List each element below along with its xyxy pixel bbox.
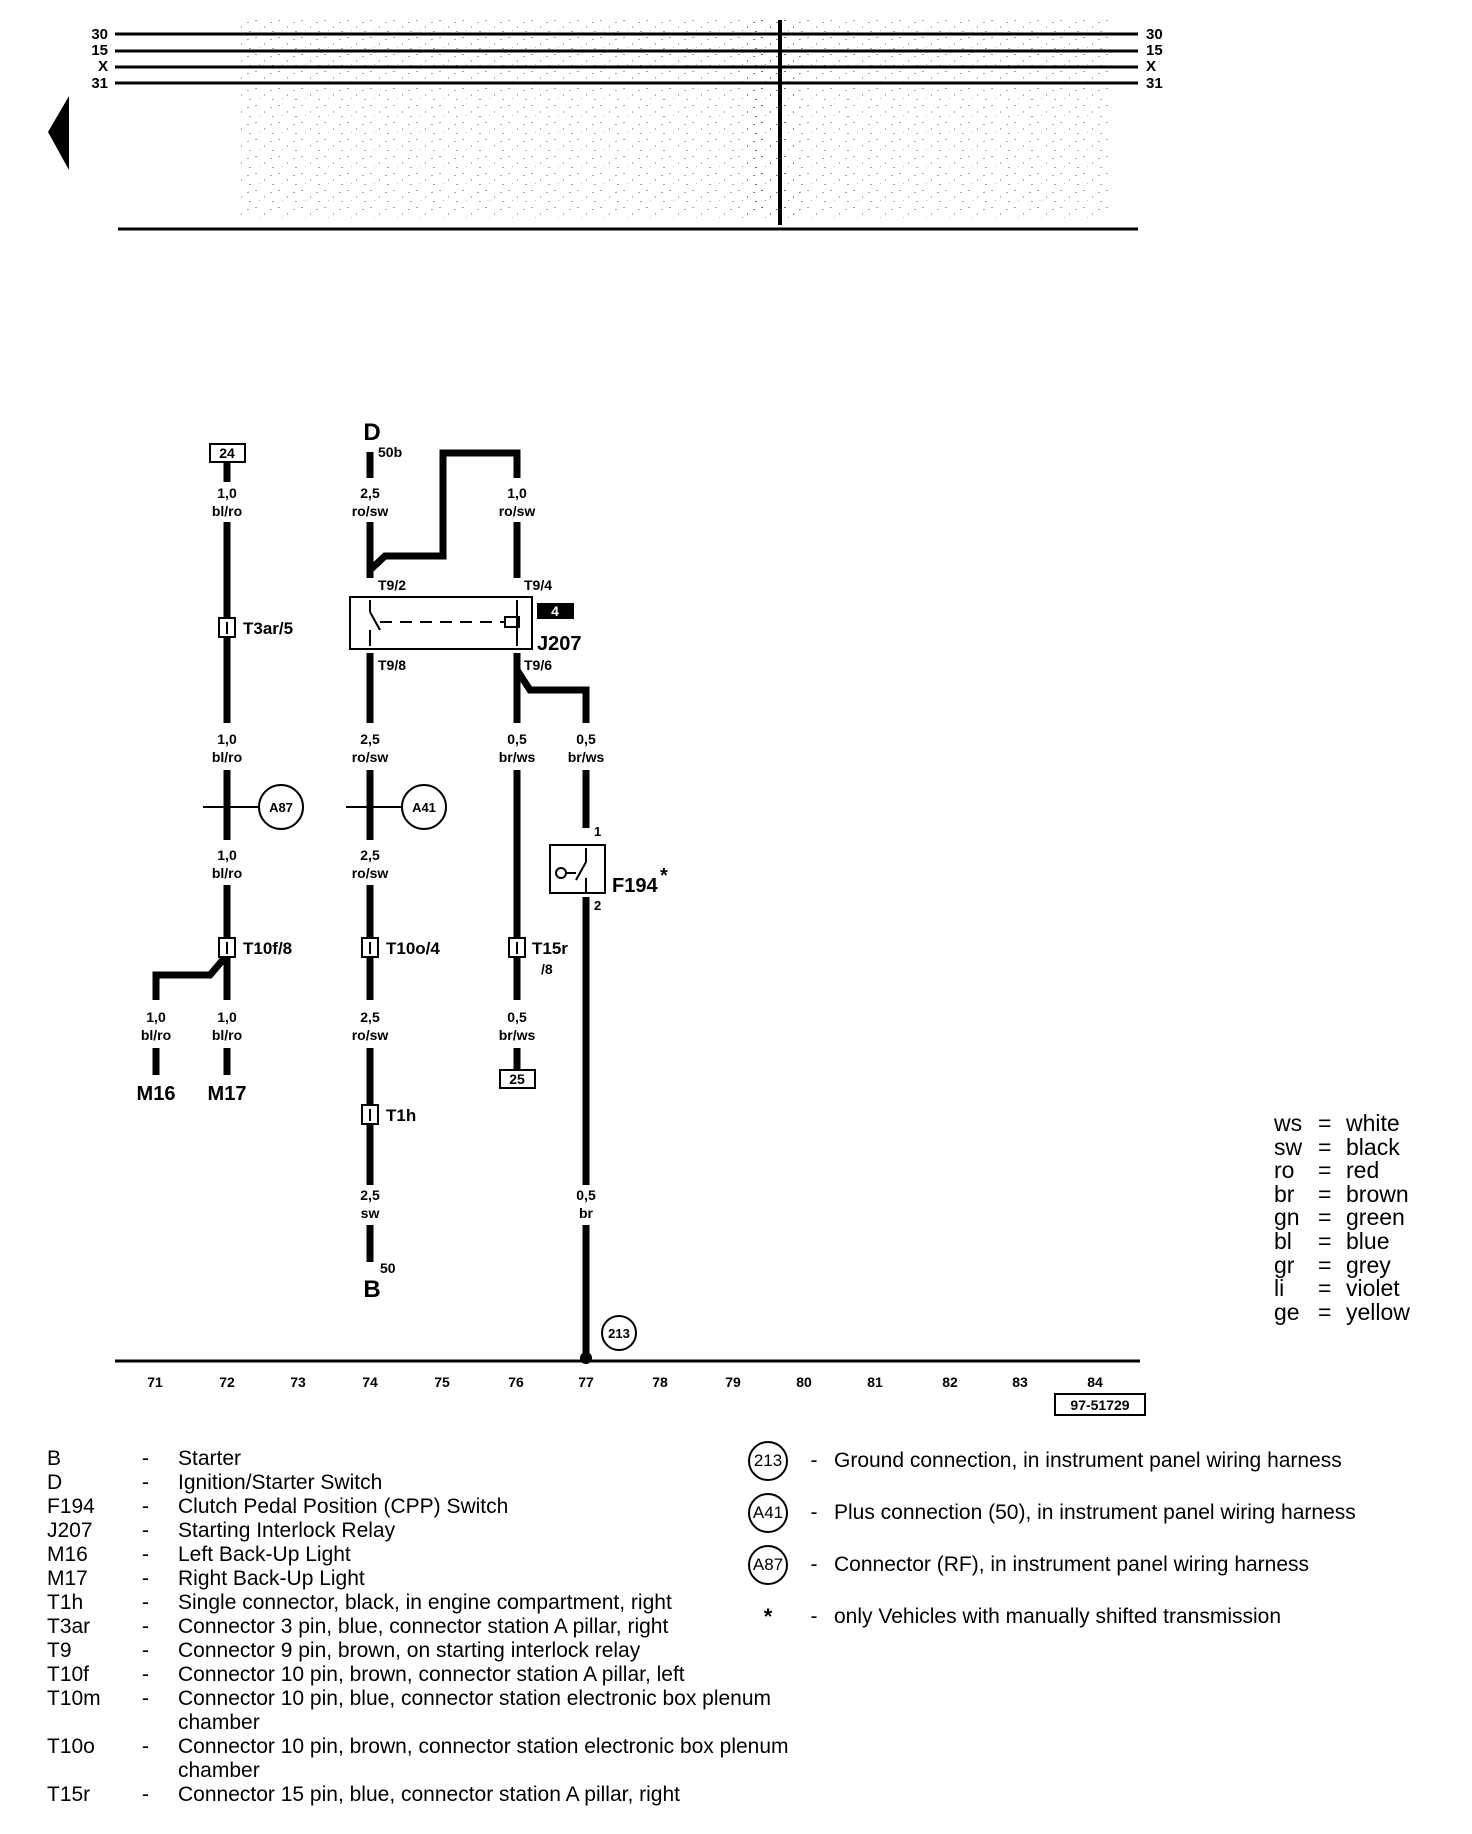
connection-desc: Connector (RF), in instrument panel wiring harness bbox=[834, 1553, 1310, 1576]
track-72-circuit bbox=[141, 444, 260, 1075]
legend-code: M16 bbox=[47, 1543, 88, 1566]
legend-row bbox=[47, 1783, 798, 1807]
legend-desc: Left Back-Up Light bbox=[178, 1543, 351, 1566]
equals-sign: = bbox=[1318, 1157, 1332, 1184]
a41-connection bbox=[402, 785, 446, 829]
legend-dash: - bbox=[142, 1687, 149, 1710]
legend-dash: - bbox=[142, 1783, 149, 1806]
wire-size-label: 0,5 bbox=[576, 731, 596, 747]
wire-size-label: 2,5 bbox=[360, 1187, 380, 1203]
b-pin-50: 50 bbox=[380, 1260, 396, 1276]
j207-relay bbox=[350, 597, 582, 655]
wire-segment bbox=[370, 453, 517, 570]
legend-desc: Single connector, black, in engine compartment, right bbox=[178, 1591, 672, 1614]
f194-clutch-switch bbox=[550, 824, 668, 913]
wire-size-label: 2,5 bbox=[360, 1009, 380, 1025]
connection-symbol bbox=[742, 1543, 794, 1587]
legend-dash: - bbox=[142, 1639, 149, 1662]
bus-label-30-left: 30 bbox=[91, 26, 108, 43]
wire-size-label: 1,0 bbox=[507, 485, 527, 501]
ref-box-24-label: 24 bbox=[219, 445, 235, 461]
equals-sign: = bbox=[1318, 1251, 1332, 1278]
legend-dash: - bbox=[810, 1449, 818, 1472]
track-number: 79 bbox=[725, 1374, 741, 1390]
ground-213 bbox=[602, 1316, 636, 1350]
legend-code: T15r bbox=[47, 1783, 91, 1806]
track-74-circuit bbox=[346, 419, 552, 1303]
legend-code: T10m bbox=[47, 1687, 101, 1710]
scan-noise-band bbox=[740, 18, 800, 218]
legend-row bbox=[47, 1615, 798, 1639]
component-legend bbox=[47, 1447, 798, 1807]
wire-size-label: 2,5 bbox=[360, 731, 380, 747]
wire-size-label: 1,0 bbox=[146, 1009, 166, 1025]
connection-legend-row bbox=[742, 1591, 1356, 1643]
color-abbr: ws bbox=[1274, 1110, 1303, 1136]
track-number: 83 bbox=[1012, 1374, 1028, 1390]
legend-dash: - bbox=[142, 1519, 149, 1542]
legend-row bbox=[47, 1735, 798, 1783]
color-abbr: br bbox=[1274, 1180, 1295, 1207]
color-legend-row bbox=[1274, 1277, 1410, 1301]
switch-actuator bbox=[556, 868, 566, 878]
wire-color-label: br bbox=[579, 1205, 593, 1221]
legend-dash: - bbox=[810, 1553, 818, 1576]
legend-dash: - bbox=[142, 1471, 149, 1494]
equals-sign: = bbox=[1318, 1180, 1332, 1207]
legend-desc: Right Back-Up Light bbox=[178, 1567, 365, 1590]
legend-code: T10o bbox=[47, 1735, 95, 1758]
a87-label: A87 bbox=[269, 800, 293, 815]
color-name: grey bbox=[1346, 1251, 1391, 1278]
a87-connection bbox=[259, 785, 303, 829]
color-abbr: ge bbox=[1274, 1298, 1300, 1325]
t10f-label: T10f/8 bbox=[243, 939, 293, 958]
ground-bus bbox=[115, 1361, 1145, 1415]
connection-legend bbox=[742, 1435, 1356, 1643]
equals-sign: = bbox=[1318, 1204, 1332, 1231]
color-abbr: bl bbox=[1274, 1227, 1292, 1254]
legend-dash: - bbox=[142, 1735, 149, 1758]
equals-sign: = bbox=[1318, 1275, 1332, 1302]
t3ar-label: T3ar/5 bbox=[243, 619, 294, 638]
t9-4-label: T9/4 bbox=[524, 577, 553, 593]
f194-pin-2: 2 bbox=[594, 898, 602, 913]
color-abbr: li bbox=[1274, 1275, 1285, 1302]
track-number: 76 bbox=[508, 1374, 524, 1390]
color-legend-row bbox=[1274, 1206, 1410, 1230]
f194-star: * bbox=[660, 865, 668, 887]
color-legend-row bbox=[1274, 1159, 1410, 1183]
t1h-connector bbox=[362, 1105, 416, 1125]
f194-pin-1: 1 bbox=[594, 824, 602, 839]
connection-legend-row bbox=[742, 1487, 1356, 1539]
legend-row bbox=[47, 1639, 798, 1663]
wire-size-label: 0,5 bbox=[507, 731, 527, 747]
color-abbr: ro bbox=[1274, 1157, 1295, 1184]
wire-color-label: br/ws bbox=[498, 749, 536, 765]
connection-symbol bbox=[742, 1439, 794, 1483]
track-number: 73 bbox=[290, 1374, 306, 1390]
legend-row bbox=[47, 1591, 798, 1615]
track-number: 74 bbox=[362, 1374, 378, 1390]
equals-sign: = bbox=[1318, 1110, 1332, 1136]
wire-color-label: bl/ro bbox=[211, 865, 243, 881]
wire-size-label: 0,5 bbox=[576, 1187, 596, 1203]
scan-noise bbox=[240, 18, 1110, 218]
wire-segment bbox=[156, 955, 227, 1000]
wire-color-legend bbox=[1274, 1112, 1410, 1324]
power-bus-area bbox=[48, 18, 1163, 229]
legend-row bbox=[47, 1567, 798, 1591]
legend-code: T1h bbox=[47, 1591, 84, 1614]
legend-dash: - bbox=[142, 1495, 149, 1518]
d-ignition-switch-label: D bbox=[363, 419, 381, 446]
bus-label-x-left: X bbox=[97, 58, 108, 75]
legend-desc: Connector 10 pin, brown, connector station A pillar, left bbox=[178, 1663, 685, 1686]
wire-color-label: bl/ro bbox=[211, 749, 243, 765]
bus-label-15-left: 15 bbox=[91, 42, 108, 59]
track-number: 71 bbox=[147, 1374, 163, 1390]
legend-desc: Connector 10 pin, brown, connector station electronic box plenum chamber bbox=[178, 1735, 789, 1782]
t9-8-label: T9/8 bbox=[378, 657, 407, 673]
wire-color-label: sw bbox=[360, 1205, 380, 1221]
legend-dash: - bbox=[142, 1567, 149, 1590]
color-legend-row bbox=[1274, 1298, 1410, 1325]
legend-dash: - bbox=[142, 1543, 149, 1566]
wire-size-label: 2,5 bbox=[360, 847, 380, 863]
d-pin-50b: 50b bbox=[378, 444, 403, 460]
t3ar-connector bbox=[219, 618, 293, 638]
track-76-77-circuit bbox=[499, 653, 605, 1364]
color-legend-row bbox=[1274, 1180, 1410, 1207]
wire-color-label: br/ws bbox=[498, 1027, 536, 1043]
legend-desc: Starter bbox=[178, 1447, 242, 1470]
legend-desc: Connector 10 pin, blue, connector station electronic box plenum chamber bbox=[178, 1687, 772, 1734]
legend-row bbox=[47, 1687, 798, 1735]
t10o-label: T10o/4 bbox=[386, 939, 440, 958]
circle-symbol: A41 bbox=[748, 1493, 788, 1533]
color-legend-row bbox=[1274, 1251, 1410, 1278]
ground-213-label: 213 bbox=[608, 1326, 630, 1341]
ref-box-4-label: 4 bbox=[551, 603, 559, 619]
legend-code: T3ar bbox=[47, 1615, 91, 1638]
b-starter-label: B bbox=[363, 1276, 381, 1303]
legend-dash: - bbox=[142, 1663, 149, 1686]
color-name: white bbox=[1346, 1110, 1400, 1136]
wire-size-label: 1,0 bbox=[217, 1009, 237, 1025]
wire-color-label: ro/sw bbox=[351, 1027, 389, 1043]
legend-code: F194 bbox=[47, 1495, 95, 1518]
color-name: green bbox=[1346, 1204, 1405, 1231]
connection-legend-row bbox=[742, 1539, 1356, 1591]
wire-color-label: bl/ro bbox=[140, 1027, 172, 1043]
m17-label: M17 bbox=[207, 1083, 247, 1105]
t15r-pin-label: /8 bbox=[541, 961, 553, 977]
wire-size-label: 0,5 bbox=[507, 1009, 527, 1025]
wire-size-label: 1,0 bbox=[217, 485, 237, 501]
asterisk-symbol: * bbox=[763, 1604, 773, 1629]
bus-label-31-left: 31 bbox=[91, 75, 108, 92]
connection-desc: Plus connection (50), in instrument panel wiring harness bbox=[834, 1501, 1356, 1524]
circle-symbol: 213 bbox=[748, 1441, 788, 1481]
wire-color-label: bl/ro bbox=[211, 1027, 243, 1043]
legend-dash: - bbox=[142, 1591, 149, 1614]
color-abbr: gr bbox=[1274, 1251, 1295, 1278]
t15r-label: T15r bbox=[532, 939, 568, 958]
track-number: 72 bbox=[219, 1374, 235, 1390]
wire-size-label: 2,5 bbox=[360, 485, 380, 501]
ref-box-25-label: 25 bbox=[509, 1071, 525, 1087]
legend-dash: - bbox=[142, 1615, 149, 1638]
legend-code: B bbox=[47, 1447, 62, 1470]
bus-label-30-right: 30 bbox=[1146, 26, 1163, 43]
t10o-connector bbox=[362, 938, 440, 958]
connection-desc: Ground connection, in instrument panel wiring harness bbox=[834, 1449, 1342, 1472]
bus-label-15-right: 15 bbox=[1146, 42, 1163, 59]
legend-row bbox=[47, 1519, 798, 1543]
a41-label: A41 bbox=[412, 800, 436, 815]
track-number: 77 bbox=[578, 1374, 594, 1390]
f194-label: F194 bbox=[612, 875, 658, 897]
bus-label-x-right: X bbox=[1146, 58, 1157, 75]
equals-sign: = bbox=[1318, 1227, 1332, 1254]
color-legend-row bbox=[1274, 1112, 1410, 1136]
wire-color-label: ro/sw bbox=[351, 865, 389, 881]
track-number: 82 bbox=[942, 1374, 958, 1390]
legend-code: J207 bbox=[47, 1519, 93, 1542]
wire-color-label: ro/sw bbox=[351, 503, 389, 519]
figure-id: 97-51729 bbox=[1070, 1397, 1130, 1413]
legend-desc: Clutch Pedal Position (CPP) Switch bbox=[178, 1495, 509, 1518]
legend-row bbox=[47, 1471, 798, 1495]
connection-legend-row bbox=[742, 1435, 1356, 1487]
color-legend-row bbox=[1274, 1133, 1410, 1160]
wire-color-label: ro/sw bbox=[498, 503, 536, 519]
color-legend-row bbox=[1274, 1227, 1410, 1254]
track-number: 81 bbox=[867, 1374, 883, 1390]
equals-sign: = bbox=[1318, 1298, 1332, 1325]
track-number: 78 bbox=[652, 1374, 668, 1390]
equals-sign: = bbox=[1318, 1133, 1332, 1160]
legend-code: M17 bbox=[47, 1567, 88, 1590]
color-name: black bbox=[1346, 1133, 1400, 1160]
track-number: 75 bbox=[434, 1374, 450, 1390]
j207-label: J207 bbox=[537, 633, 582, 655]
color-abbr: sw bbox=[1274, 1133, 1303, 1160]
legend-dash: - bbox=[810, 1501, 818, 1524]
wire-segment bbox=[517, 670, 586, 723]
color-name: yellow bbox=[1346, 1298, 1410, 1325]
track-number: 84 bbox=[1087, 1374, 1103, 1390]
color-name: brown bbox=[1346, 1180, 1409, 1207]
legend-desc: Ignition/Starter Switch bbox=[178, 1471, 383, 1494]
wire-color-label: ro/sw bbox=[351, 749, 389, 765]
legend-code: D bbox=[47, 1471, 63, 1494]
bus-label-31-right: 31 bbox=[1146, 75, 1163, 92]
legend-row bbox=[47, 1663, 798, 1687]
previous-page-arrow-icon[interactable] bbox=[48, 96, 69, 170]
legend-desc: Connector 15 pin, blue, connector station A pillar, right bbox=[178, 1783, 680, 1806]
t9-2-label: T9/2 bbox=[378, 577, 407, 593]
color-name: red bbox=[1346, 1157, 1380, 1184]
legend-desc: Connector 3 pin, blue, connector station A pillar, right bbox=[178, 1615, 669, 1638]
wire-size-label: 1,0 bbox=[217, 731, 237, 747]
connection-symbol bbox=[742, 1491, 794, 1535]
track-number: 80 bbox=[796, 1374, 812, 1390]
legend-row bbox=[47, 1543, 798, 1567]
legend-code: T10f bbox=[47, 1663, 90, 1686]
legend-dash: - bbox=[810, 1605, 818, 1628]
legend-dash: - bbox=[142, 1447, 149, 1470]
wire-color-label: bl/ro bbox=[211, 503, 243, 519]
legend-desc: Starting Interlock Relay bbox=[178, 1519, 396, 1542]
t10f-connector bbox=[219, 938, 292, 958]
legend-desc: Connector 9 pin, brown, on starting interlock relay bbox=[178, 1639, 641, 1662]
circle-symbol: A87 bbox=[748, 1545, 788, 1585]
m16-label: M16 bbox=[136, 1083, 176, 1105]
wire-color-label: br/ws bbox=[567, 749, 605, 765]
connection-desc: only Vehicles with manually shifted transmission bbox=[834, 1605, 1282, 1628]
legend-code: T9 bbox=[47, 1639, 72, 1662]
color-name: violet bbox=[1346, 1275, 1400, 1302]
legend-row bbox=[47, 1447, 798, 1471]
t9-6-label: T9/6 bbox=[524, 657, 553, 673]
color-abbr: gn bbox=[1274, 1204, 1300, 1231]
color-name: blue bbox=[1346, 1227, 1390, 1254]
t1h-label: T1h bbox=[386, 1106, 417, 1125]
legend-row bbox=[47, 1495, 798, 1519]
wire-size-label: 1,0 bbox=[217, 847, 237, 863]
